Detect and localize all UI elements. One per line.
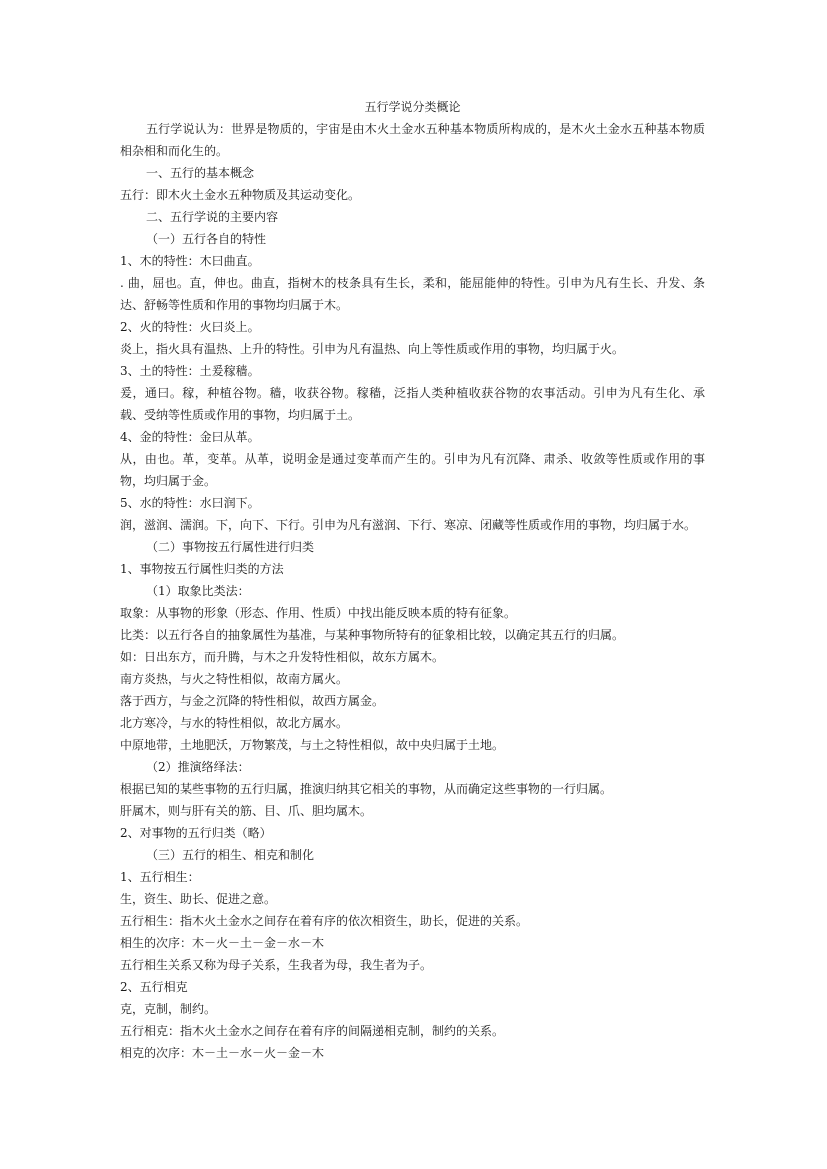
paragraph: 爰，通曰。稼，种植谷物。穑，收获谷物。稼穑，泛指人类种植收获谷物的农事活动。引申为凡有生化、承载、受纳等性质或作用的事物，均归属于土。: [120, 386, 705, 422]
document-title: 五行学说分类概论: [364, 100, 461, 114]
paragraph: 从，由也。革，变革。从革，说明金是通过变革而产生的。引申为凡有沉降、肃杀、收敛等性质或作用的事物，均归属于金。: [120, 452, 705, 488]
paragraph: 2、五行相克: [120, 980, 188, 994]
paragraph: 相生的次序：木－火－土－金－水－木: [120, 936, 325, 950]
paragraph: 4、金的特性：金曰从革。: [120, 430, 260, 444]
paragraph: 3、土的特性：土爰稼穑。: [120, 364, 260, 378]
paragraph: 五行相生：指木火土金水之间存在着有序的依次相资生，助长，促进的关系。: [120, 914, 529, 928]
paragraph: 5、水的特性：水曰润下。: [120, 496, 260, 510]
paragraph: 如：日出东方，而升腾，与木之升发特性相似，故东方属木。: [120, 650, 445, 664]
paragraph: 2、对事物的五行归类（略）: [120, 826, 272, 840]
paragraph: 克，克制，制约。: [120, 1002, 217, 1016]
paragraph: 根据已知的某些事物的五行归属，推演归纳其它相关的事物，从而确定这些事物的一行归属。: [120, 782, 613, 796]
paragraph: 肝属木，则与肝有关的筋、目、爪、胆均属木。: [120, 804, 373, 818]
paragraph: 北方寒冷，与水的特性相似，故北方属水。: [120, 716, 349, 730]
document-body: [120, 118, 705, 1064]
paragraph: 五行相克：指木火土金水之间存在着有序的间隔递相克制，制约的关系。: [120, 1024, 505, 1038]
paragraph: 南方炎热，与火之特性相似，故南方属火。: [120, 672, 349, 686]
paragraph: （1）取象比类法：: [146, 584, 250, 598]
paragraph: 五行学说认为：世界是物质的，宇宙是由木火土金水五种基本物质所构成的，是木火土金水五种基本物质相杂相和而化生的。: [120, 122, 705, 158]
paragraph: 1、五行相生：: [120, 870, 200, 884]
paragraph: 相克的次序：木－土－水－火－金－木: [120, 1046, 325, 1060]
paragraph: （一）五行各自的特性: [146, 232, 267, 246]
paragraph: 1、事物按五行属性归类的方法: [120, 562, 284, 576]
paragraph: 1、木的特性：木曰曲直。: [120, 254, 260, 268]
paragraph: . 曲，屈也。直，伸也。曲直，指树木的枝条具有生长，柔和，能屈能伸的特性。引申为凡有生长、升发、条达、舒畅等性质和作用的事物均归属于木。: [120, 276, 705, 312]
paragraph: 落于西方，与金之沉降的特性相似，故西方属金。: [120, 694, 385, 708]
paragraph: 五行相生关系又称为母子关系，生我者为母，我生者为子。: [120, 958, 433, 972]
paragraph: 润，滋润、濡润。下，向下、下行。引申为凡有滋润、下行、寒凉、闭藏等性质或作用的事物，均归属于水。: [120, 518, 697, 532]
paragraph: 炎上，指火具有温热、上升的特性。引申为凡有温热、向上等性质或作用的事物，均归属于火。: [120, 342, 625, 356]
paragraph: （三）五行的相生、相克和制化: [146, 848, 315, 862]
document-page: [120, 96, 705, 1064]
paragraph: 取象：从事物的形象（形态、作用、性质）中找出能反映本质的特有征象。: [120, 606, 517, 620]
paragraph: 比类：以五行各自的抽象属性为基准，与某种事物所特有的征象相比较，以确定其五行的归属。: [120, 628, 625, 642]
paragraph: 一、五行的基本概念: [146, 166, 255, 180]
paragraph: 五行：即木火土金水五种物质及其运动变化。: [120, 188, 361, 202]
paragraph: 中原地带，土地肥沃，万物繁茂，与土之特性相似，故中央归属于土地。: [120, 738, 505, 752]
paragraph: 生，资生、助长、促进之意。: [120, 892, 277, 906]
paragraph: 2、火的特性：火曰炎上。: [120, 320, 260, 334]
paragraph: （2）推演络绎法：: [146, 760, 250, 774]
paragraph: （二）事物按五行属性进行归类: [146, 540, 315, 554]
paragraph: 二、五行学说的主要内容: [146, 210, 279, 224]
